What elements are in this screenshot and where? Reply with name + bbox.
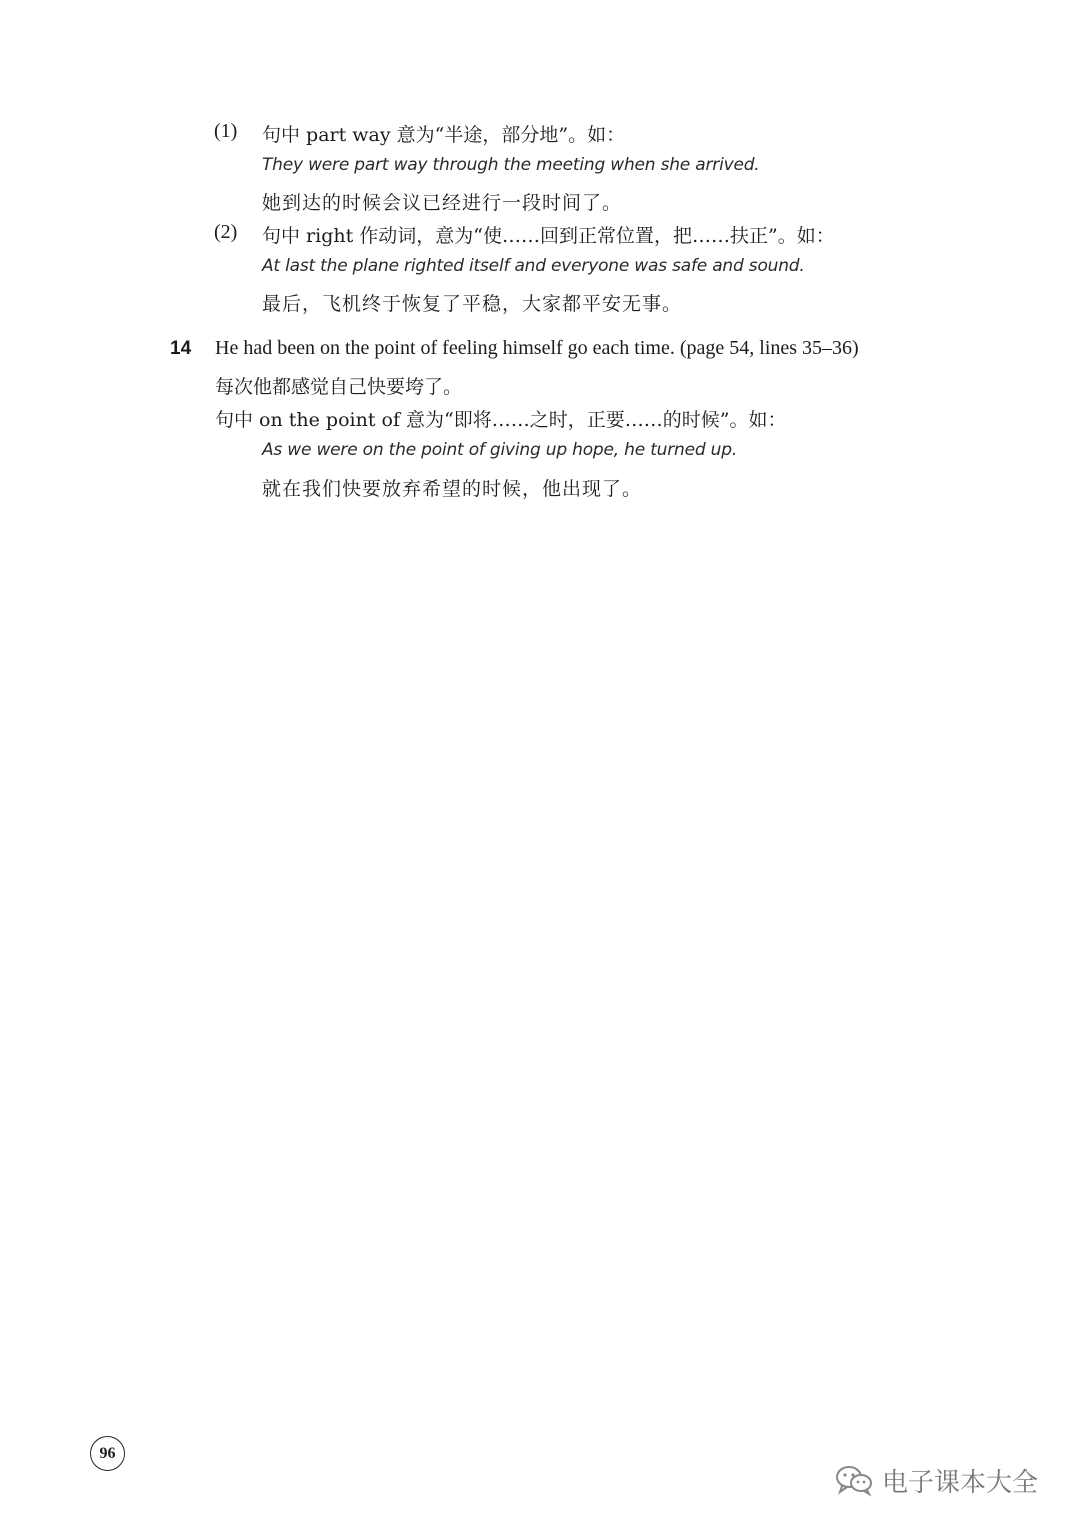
page-number	[90, 1436, 125, 1471]
example-english: As we were on the point of giving up hope, he turned up.	[262, 440, 738, 460]
watermark-text: 电子课本大全	[882, 1467, 1039, 1498]
explanation-text: 句中 on the point of 意为“即将……之时，正要……的时候”。如：	[215, 409, 787, 431]
example-chinese: 就在我们快要放弃希望的时候，他出现了。	[262, 478, 643, 500]
item-number: (2)	[214, 221, 238, 243]
page-number-text: 96	[99, 1444, 116, 1462]
explanation-text: 句中 right 作动词，意为“使……回到正常位置，把……扶正”。如：	[262, 225, 835, 247]
note-number: 14	[170, 338, 192, 359]
example-chinese: 她到达的时候会议已经进行一段时间了。	[262, 192, 623, 214]
explanation-text: 句中 part way 意为“半途，部分地”。如：	[262, 124, 626, 146]
example-english: They were part way through the meeting when she arrived.	[262, 155, 760, 175]
example-chinese: 最后，飞机终于恢复了平稳，大家都平安无事。	[262, 293, 683, 315]
watermark	[834, 1462, 1038, 1498]
wechat-icon	[834, 1463, 874, 1497]
note-translation: 每次他都感觉自己快要垮了。	[215, 376, 463, 398]
example-english: At last the plane righted itself and everyone was safe and sound.	[262, 256, 805, 276]
note-sentence: He had been on the point of feeling himself go each time. (page 54, lines 35–36)	[215, 337, 859, 359]
item-number: (1)	[214, 120, 238, 142]
